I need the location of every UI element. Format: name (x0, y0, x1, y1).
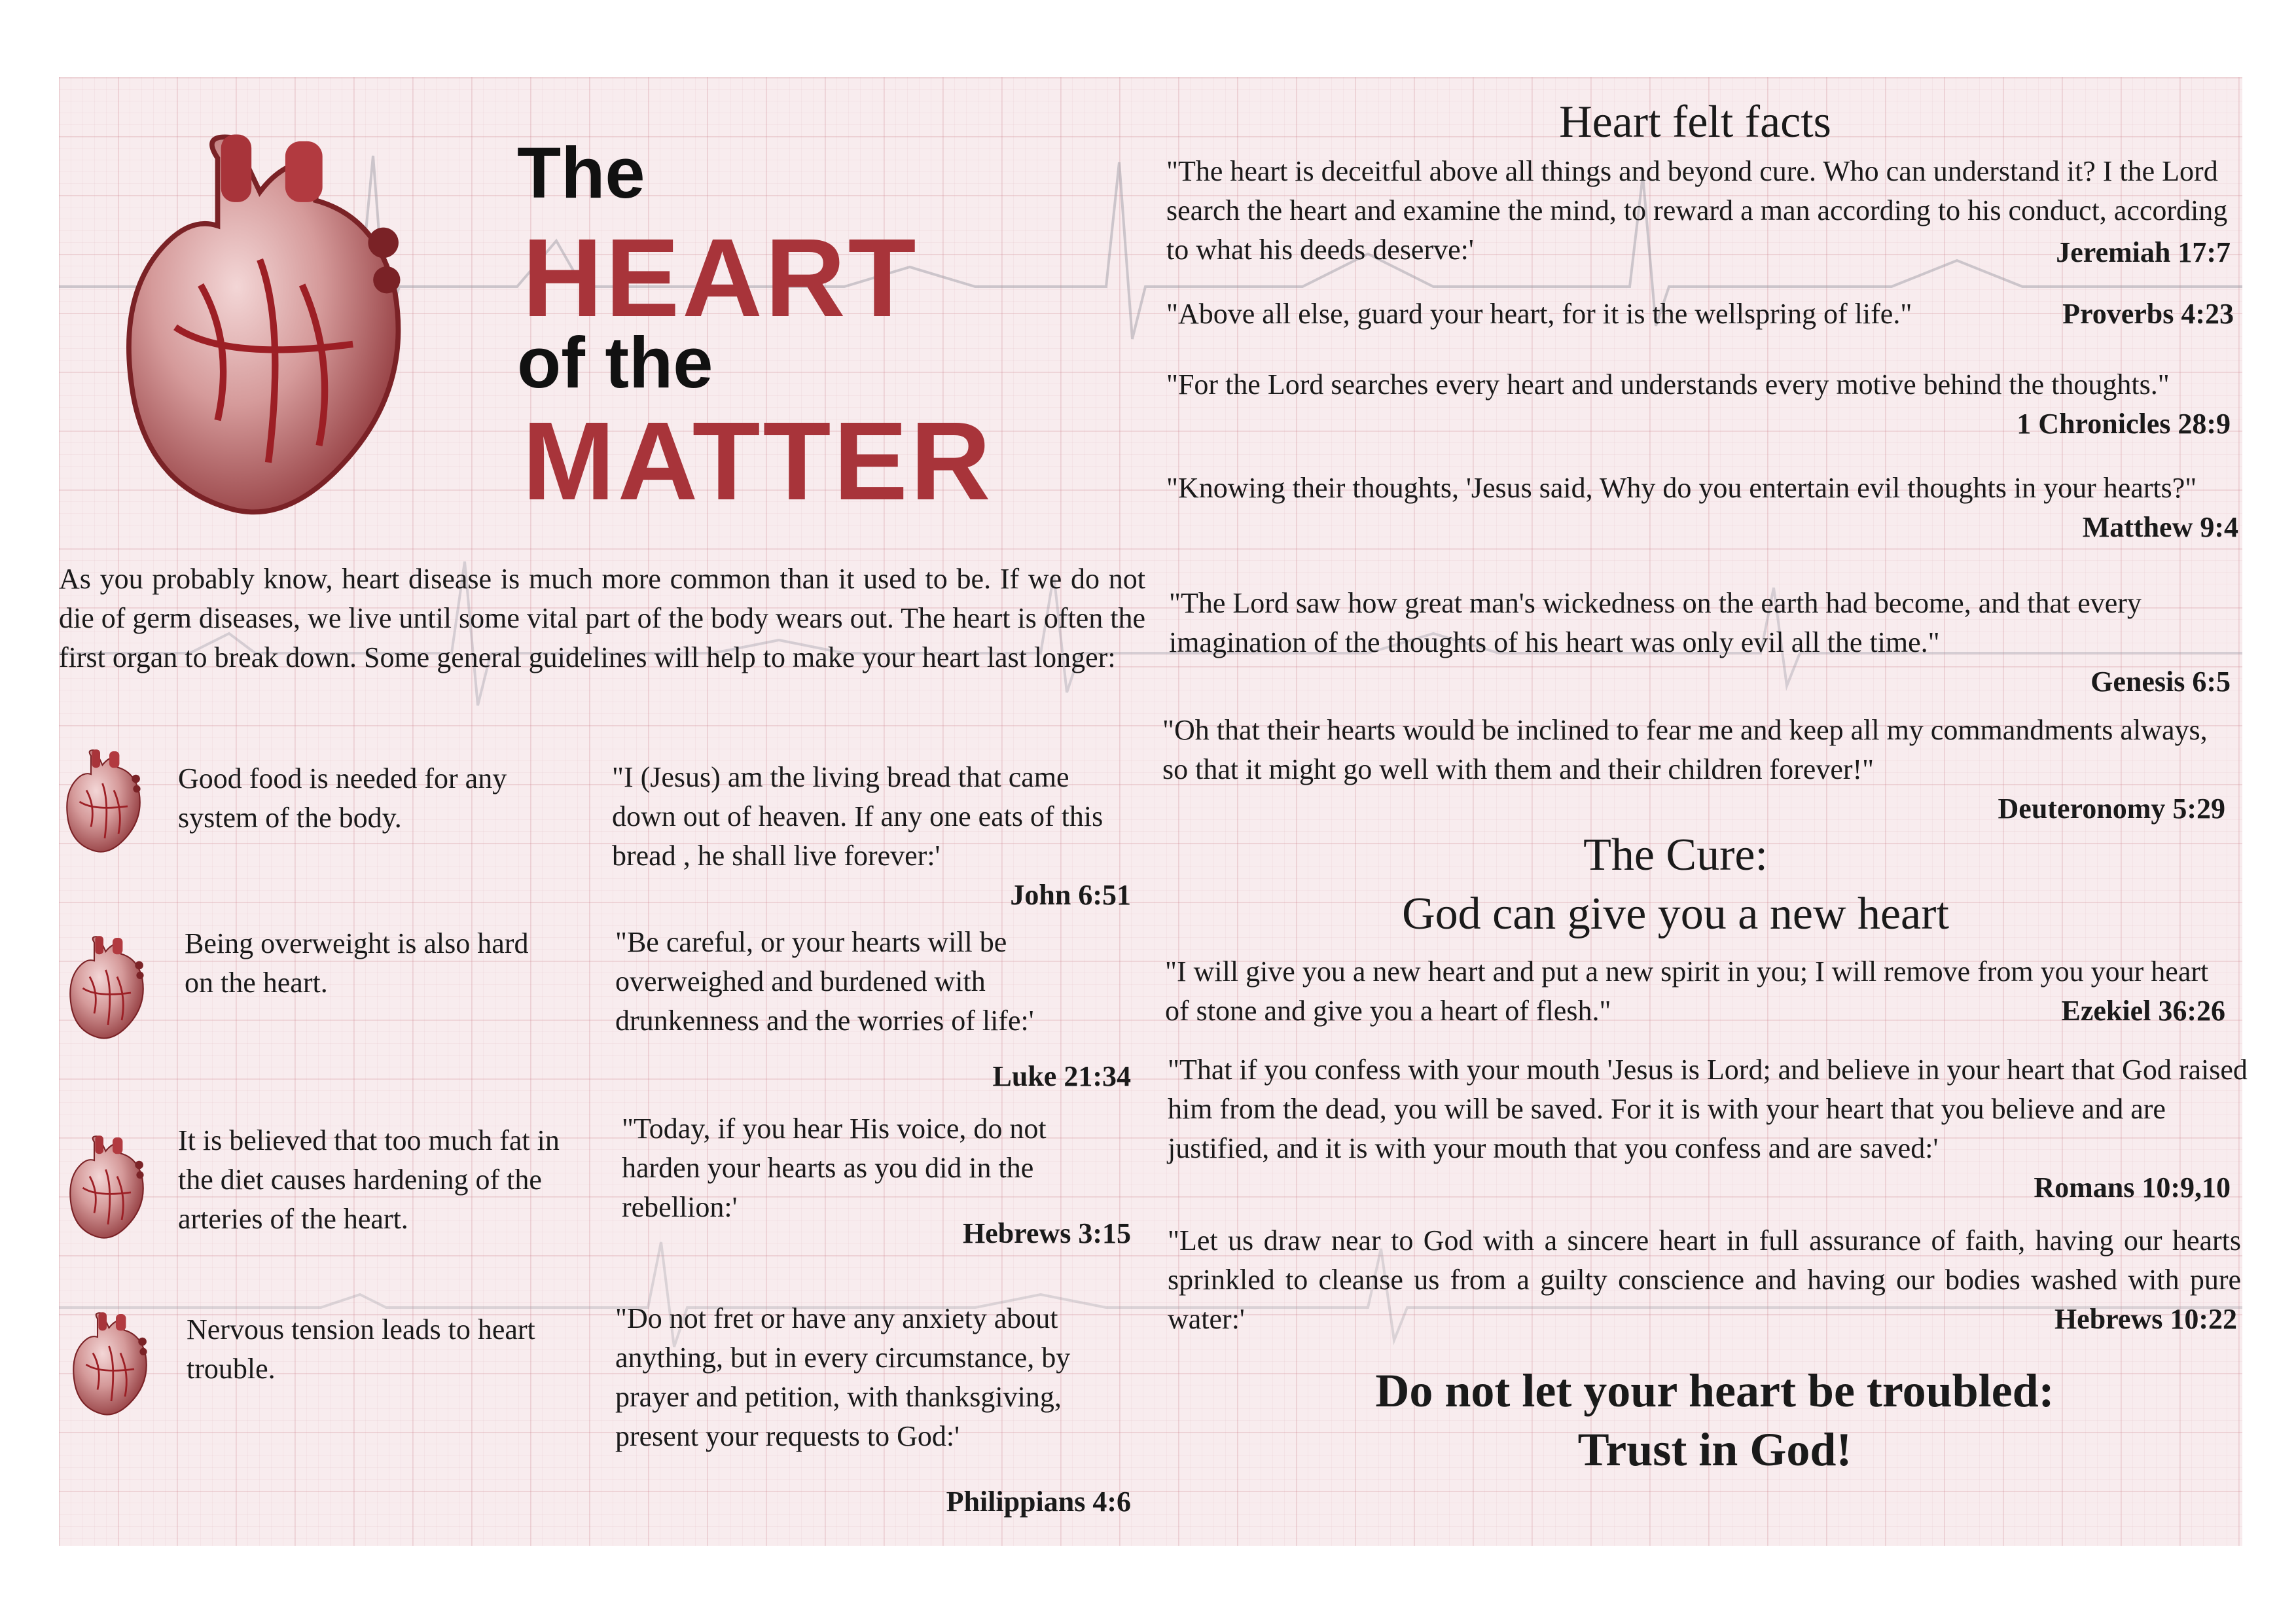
guideline-reference: Hebrews 3:15 (962, 1217, 1131, 1249)
heart-icon (62, 1122, 154, 1253)
cure-heading: The Cure: (1583, 830, 1768, 880)
fact-quote: "Knowing their thoughts, 'Jesus said, Why do you entertain evil thoughts in your hearts?" (1166, 472, 2197, 504)
guideline-text: Nervous tension leads to heart trouble. (187, 1313, 535, 1385)
guideline-text: It is believed that too much fat in the diet causes hardening of the arteries of the heart. (178, 1124, 560, 1235)
title-matter: MATTER (522, 399, 994, 524)
fact-quote: "The Lord saw how great man's wickedness on the earth had become, and that every imagination of the thoughts of his heart was only evil all the time." (1169, 587, 2142, 658)
heart-illustration (98, 124, 439, 530)
guideline-quote: "Do not fret or have any anxiety about anything, but in every circumstance, by prayer and petition, with thanksgiving, present your requests to God:' (615, 1302, 1071, 1452)
guideline-text: Being overweight is also hard on the heart. (185, 927, 529, 999)
intro-paragraph: As you probably know, heart disease is much more common than it used to be. If we do not die of germ diseases, we live until some vital part of the body wears out. The heart is often the first organ to break down. Some general guidelines will help to make your heart last longer: (59, 563, 1145, 673)
cure-reference: Hebrews 10:22 (2054, 1303, 2237, 1335)
guideline-quote: "Today, if you hear His voice, do not harden your hearts as you did in the rebellion:' (622, 1113, 1047, 1223)
fact-reference: Deuteronomy 5:29 (1998, 793, 2225, 825)
title-heart: HEART (522, 216, 919, 340)
title-the: The (517, 133, 645, 213)
closing-line-2: Trust in God! (1577, 1423, 1852, 1476)
cure-quote: "Let us draw near to God with a sincere heart in full assurance of faith, having our hearts sprinkled to cleanse us from a guilty conscience and having our bodies washed with pure water:' (1168, 1224, 2241, 1335)
heart-icon (62, 923, 154, 1054)
guideline-reference: John 6:51 (1010, 879, 1131, 911)
cure-reference: Ezekiel 36:26 (2061, 995, 2225, 1027)
heart-icon (65, 1299, 157, 1430)
fact-reference: Proverbs 4:23 (2062, 298, 2234, 330)
facts-heading: Heart felt facts (1559, 97, 1831, 147)
fact-quote: "Oh that their hearts would be inclined to fear me and keep all my commandments always, so that it might go well with them and their children forever!" (1162, 714, 2208, 785)
fact-quote: "The heart is deceitful above all things and beyond cure. Who can understand it? I the Lord search the heart and examine the mind, to reward a man according to his conduct, according to what his deeds deserve:' (1166, 155, 2228, 266)
guideline-reference: Luke 21:34 (992, 1060, 1131, 1092)
page-title (517, 133, 1014, 530)
cure-subheading: God can give you a new heart (1402, 889, 1949, 939)
fact-quote: "Above all else, guard your heart, for it is the wellspring of life." (1166, 298, 1912, 330)
closing-line-1: Do not let your heart be troubled: (1375, 1364, 2054, 1417)
heart-icon (59, 736, 151, 867)
cure-quote: "I will give you a new heart and put a new spirit in you; I will remove from you your heart of stone and give you a heart of flesh." (1165, 955, 2209, 1027)
guideline-quote: "I (Jesus) am the living bread that came down out of heaven. If any one eats of this bread , he shall live forever:' (612, 761, 1103, 872)
cure-quote: "That if you confess with your mouth 'Jesus is Lord; and believe in your heart that God raised him from the dead, you will be saved. For it is with your heart that you believe and are justified, and it is with your mouth that you confess and are saved:' (1168, 1054, 2248, 1164)
cure-reference: Romans 10:9,10 (2034, 1171, 2231, 1204)
fact-reference: Genesis 6:5 (2090, 666, 2231, 698)
fact-reference: Matthew 9:4 (2082, 511, 2238, 543)
fact-reference: 1 Chronicles 28:9 (2017, 408, 2231, 440)
fact-reference: Jeremiah 17:7 (2056, 236, 2231, 268)
guideline-reference: Philippians 4:6 (946, 1486, 1131, 1518)
title-of-the: of the (517, 323, 713, 403)
fact-quote: "For the Lord searches every heart and understands every motive behind the thoughts." (1166, 368, 2170, 401)
guideline-text: Good food is needed for any system of the body. (178, 762, 507, 834)
guideline-quote: "Be careful, or your hearts will be overweighed and burdened with drunkenness and the worries of life:' (615, 926, 1034, 1037)
